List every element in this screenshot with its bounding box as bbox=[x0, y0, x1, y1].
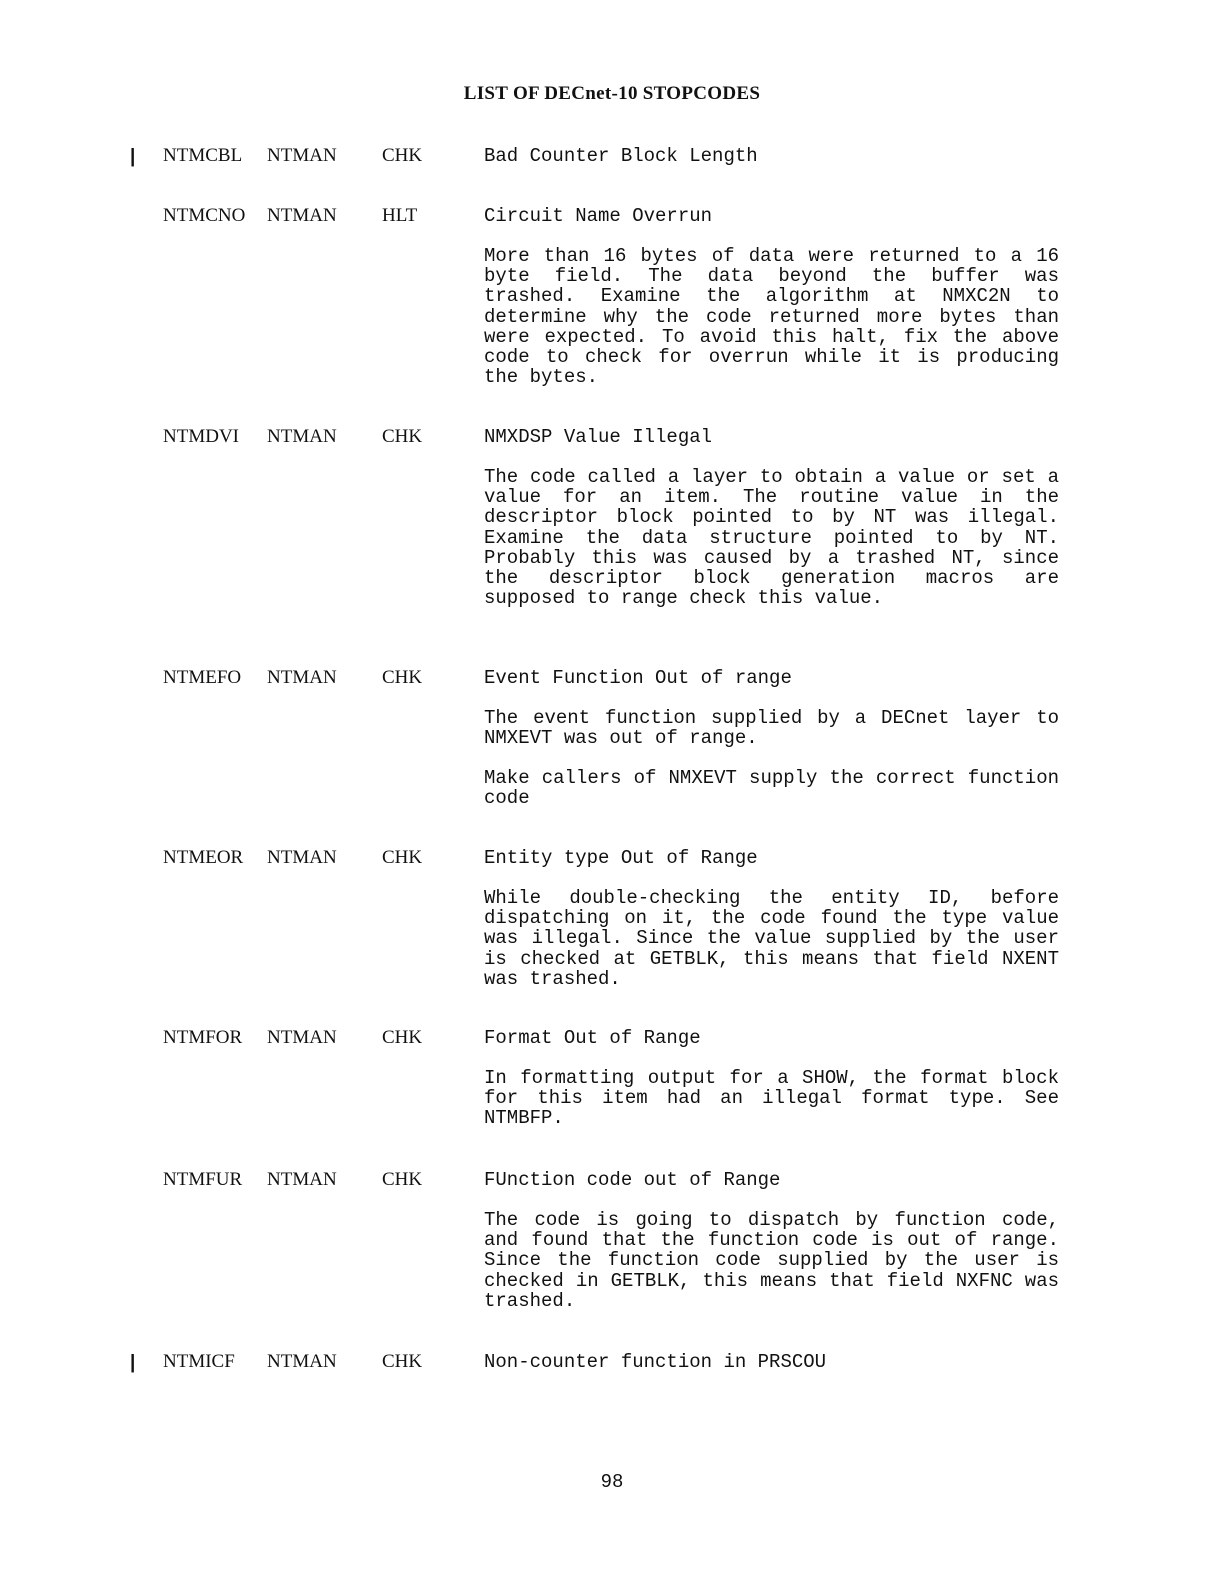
description-paragraph: The code is going to dispatch by function code, and found that the function code is out of range. Since the function code supplied by the user is checked in GETBLK, this means that field NXFNC was trashed. bbox=[484, 1209, 1059, 1312]
stopcode-title: Format Out of Range bbox=[484, 1027, 701, 1049]
description-paragraph: In formatting output for a SHOW, the format block for this item had an illegal format type. See NTMBFP. bbox=[484, 1067, 1059, 1130]
change-bar: | bbox=[130, 146, 136, 167]
description-paragraph: More than 16 bytes of data were returned to a 16 byte field. The data beyond the buffer was trashed. Examine the algorithm at NMXC2N to determine why the code returned more bytes than were expected. To avoid this halt, fix the above code to check for overrun while it is producing the bytes. bbox=[484, 245, 1059, 389]
stopcode-title: Entity type Out of Range bbox=[484, 847, 758, 869]
module-name: NTMAN bbox=[267, 667, 337, 688]
stopcode-title: FUnction code out of Range bbox=[484, 1169, 781, 1191]
stopcode-title: Circuit Name Overrun bbox=[484, 205, 713, 227]
stopcode-type: CHK bbox=[382, 1351, 423, 1372]
stopcode-title: NMXDSP Value Illegal bbox=[484, 426, 713, 448]
stopcode-title: Non-counter function in PRSCOU bbox=[484, 1351, 827, 1373]
stopcode-type: CHK bbox=[382, 847, 423, 868]
stopcode-type: CHK bbox=[382, 426, 423, 447]
stopcode-type: CHK bbox=[382, 1169, 423, 1190]
module-name: NTMAN bbox=[267, 145, 337, 166]
module-name: NTMAN bbox=[267, 1027, 337, 1048]
module-name: NTMAN bbox=[267, 205, 337, 226]
stopcode-name: NTMICF bbox=[163, 1351, 235, 1372]
module-name: NTMAN bbox=[267, 1351, 337, 1372]
stopcode-name: NTMCNO bbox=[163, 205, 246, 226]
stopcode-name: NTMFOR bbox=[163, 1027, 243, 1048]
stopcode-name: NTMEOR bbox=[163, 847, 244, 868]
change-bar: | bbox=[130, 1352, 136, 1373]
module-name: NTMAN bbox=[267, 426, 337, 447]
module-name: NTMAN bbox=[267, 847, 337, 868]
stopcode-title: Event Function Out of range bbox=[484, 667, 792, 689]
stopcode-name: NTMCBL bbox=[163, 145, 243, 166]
stopcode-type: CHK bbox=[382, 145, 423, 166]
page-title: LIST OF DECnet-10 STOPCODES bbox=[463, 83, 761, 104]
stopcode-name: NTMFUR bbox=[163, 1169, 243, 1190]
module-name: NTMAN bbox=[267, 1169, 337, 1190]
description-paragraph: The code called a layer to obtain a value or set a value for an item. The routine value in the descriptor block pointed to by NT was illegal. Examine the data structure pointed to by NT. Probably this was caused by a trashed NT, since the descriptor block generation macros are supposed to range check this value. bbox=[484, 466, 1059, 610]
stopcode-name: NTMDVI bbox=[163, 426, 239, 447]
page-number: 98 bbox=[600, 1471, 624, 1493]
stopcode-title: Bad Counter Block Length bbox=[484, 145, 758, 167]
stopcode-name: NTMEFO bbox=[163, 667, 242, 688]
stopcode-type: HLT bbox=[382, 205, 418, 226]
description-paragraph: The event function supplied by a DECnet layer to NMXEVT was out of range. bbox=[484, 707, 1059, 750]
description-paragraph: Make callers of NMXEVT supply the correct function code bbox=[484, 767, 1059, 810]
stopcode-type: CHK bbox=[382, 1027, 423, 1048]
stopcode-type: CHK bbox=[382, 667, 423, 688]
description-paragraph: While double-checking the entity ID, before dispatching on it, the code found the type value was illegal. Since the value supplied by the user is checked at GETBLK, this means that field NXENT was trashed. bbox=[484, 887, 1059, 990]
